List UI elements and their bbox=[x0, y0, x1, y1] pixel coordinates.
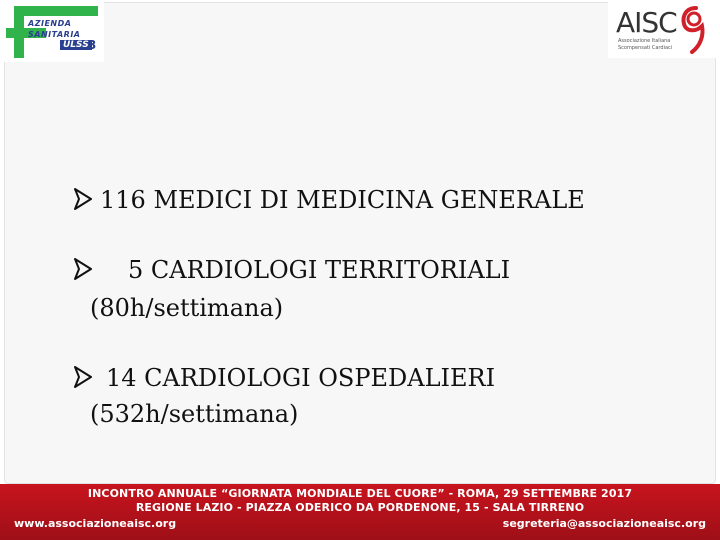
logo-badge: ULSS bbox=[60, 40, 92, 50]
bullet-text: 14 CARDIOLOGI OSPEDALIERI bbox=[106, 364, 496, 392]
footer-email-link[interactable]: segreteria@associazioneaisc.org bbox=[502, 517, 706, 530]
footer-website-link[interactable]: www.associazioneaisc.org bbox=[14, 517, 177, 530]
footer-venue: REGIONE LAZIO - PIAZZA ODERICO DA PORDENONE, 15 - SALA TIRRENO bbox=[135, 501, 585, 514]
arrow-bullet-icon bbox=[74, 258, 92, 280]
arrow-bullet-icon bbox=[74, 366, 92, 388]
footer-event-title: INCONTRO ANNUALE “GIORNATA MONDIALE DEL CUORE” - ROMA, 29 SETTEMBRE 2017 bbox=[87, 487, 633, 500]
aisc-subtitle: Associazione Italiana Scompensati Cardiaci bbox=[618, 38, 673, 51]
event-footer bbox=[0, 484, 720, 540]
logo-top-bar bbox=[24, 6, 98, 16]
bullet-text: 116 MEDICI DI MEDICINA GENERALE bbox=[100, 186, 585, 214]
arrow-bullet-icon bbox=[74, 188, 92, 210]
aisc-name: AISC bbox=[616, 6, 677, 39]
bullet-text-continuation: (80h/settimana) bbox=[90, 294, 284, 322]
azienda-sanitaria-logo bbox=[4, 2, 104, 62]
logo-line-2: SANITARIA bbox=[28, 30, 81, 39]
bullet-text: 5 CARDIOLOGI TERRITORIALI bbox=[128, 256, 511, 284]
bullet-text-continuation: (532h/settimana) bbox=[90, 400, 299, 428]
logo-number: 3 bbox=[88, 38, 97, 52]
aisc-logo bbox=[608, 2, 716, 58]
logo-line-1: AZIENDA bbox=[28, 19, 72, 28]
